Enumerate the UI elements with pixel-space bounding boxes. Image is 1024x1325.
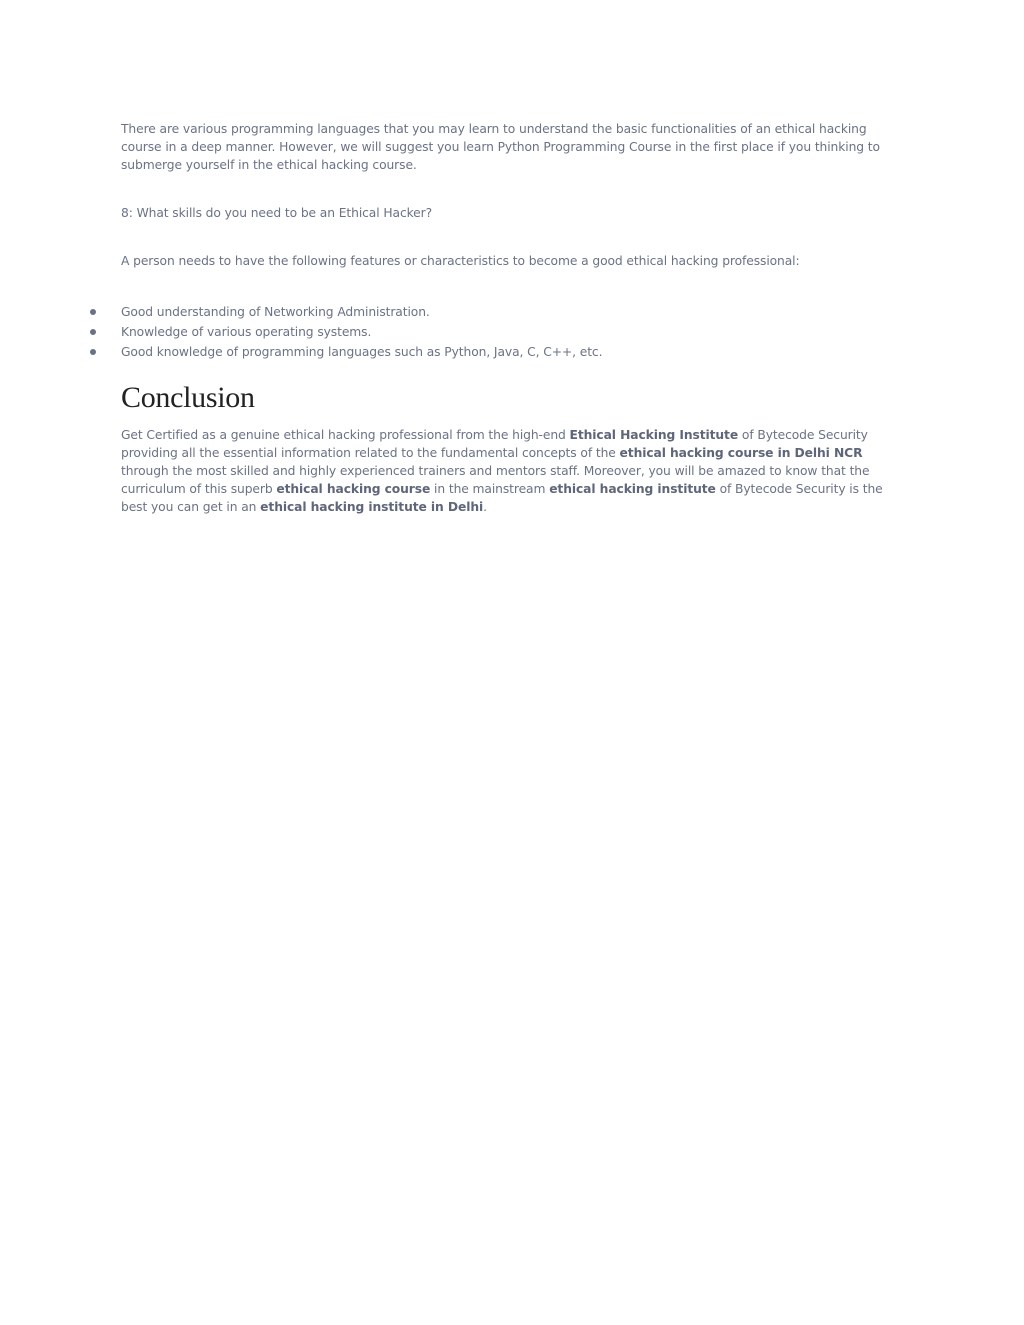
bullet-icon bbox=[90, 329, 96, 335]
list-item-text: Good knowledge of programming languages such as Python, Java, C, C++, etc. bbox=[121, 345, 603, 359]
conclusion-text: . bbox=[483, 500, 487, 514]
lead-paragraph: A person needs to have the following features or characteristics to become a good ethical hacking professional: bbox=[121, 254, 800, 268]
page-content bbox=[121, 120, 906, 516]
list-item-text: Good understanding of Networking Administration. bbox=[121, 305, 430, 319]
intro-paragraph: There are various programming languages that you may learn to understand the basic functionalities of an ethical hacking course in a deep manner. However, we will suggest you learn Python Programming Course in the first place if you thinking to submerge yourself in the ethical hacking course. bbox=[121, 122, 880, 172]
list-item bbox=[121, 342, 906, 362]
bullet-icon bbox=[90, 349, 96, 355]
list-item-text: Knowledge of various operating systems. bbox=[121, 325, 372, 339]
keyword-link: ethical hacking course in Delhi NCR bbox=[619, 446, 863, 460]
conclusion-text: in the mainstream bbox=[430, 482, 550, 496]
keyword-link: ethical hacking institute bbox=[549, 482, 716, 496]
question-heading: 8: What skills do you need to be an Ethical Hacker? bbox=[121, 206, 433, 220]
conclusion-text: of Bytecode Security is the best you can get in an bbox=[121, 482, 883, 514]
conclusion-text: Get Certified as a genuine ethical hacking professional from the high-end bbox=[121, 428, 570, 442]
conclusion-text: through the most skilled and highly experienced trainers and mentors staff. Moreover, you will be amazed to know that the curriculum of this superb bbox=[121, 464, 870, 496]
conclusion-paragraph bbox=[121, 426, 906, 516]
skills-list bbox=[121, 302, 906, 362]
keyword-link: ethical hacking institute in Delhi bbox=[260, 500, 484, 514]
conclusion-heading: Conclusion bbox=[121, 381, 255, 414]
list-item bbox=[121, 322, 906, 342]
keyword-link: Ethical Hacking Institute bbox=[569, 428, 739, 442]
list-item bbox=[121, 302, 906, 322]
conclusion-text: of Bytecode Security providing all the essential information related to the fundamental concepts of the bbox=[121, 428, 868, 460]
keyword-link: ethical hacking course bbox=[276, 482, 431, 496]
bullet-icon bbox=[90, 309, 96, 315]
